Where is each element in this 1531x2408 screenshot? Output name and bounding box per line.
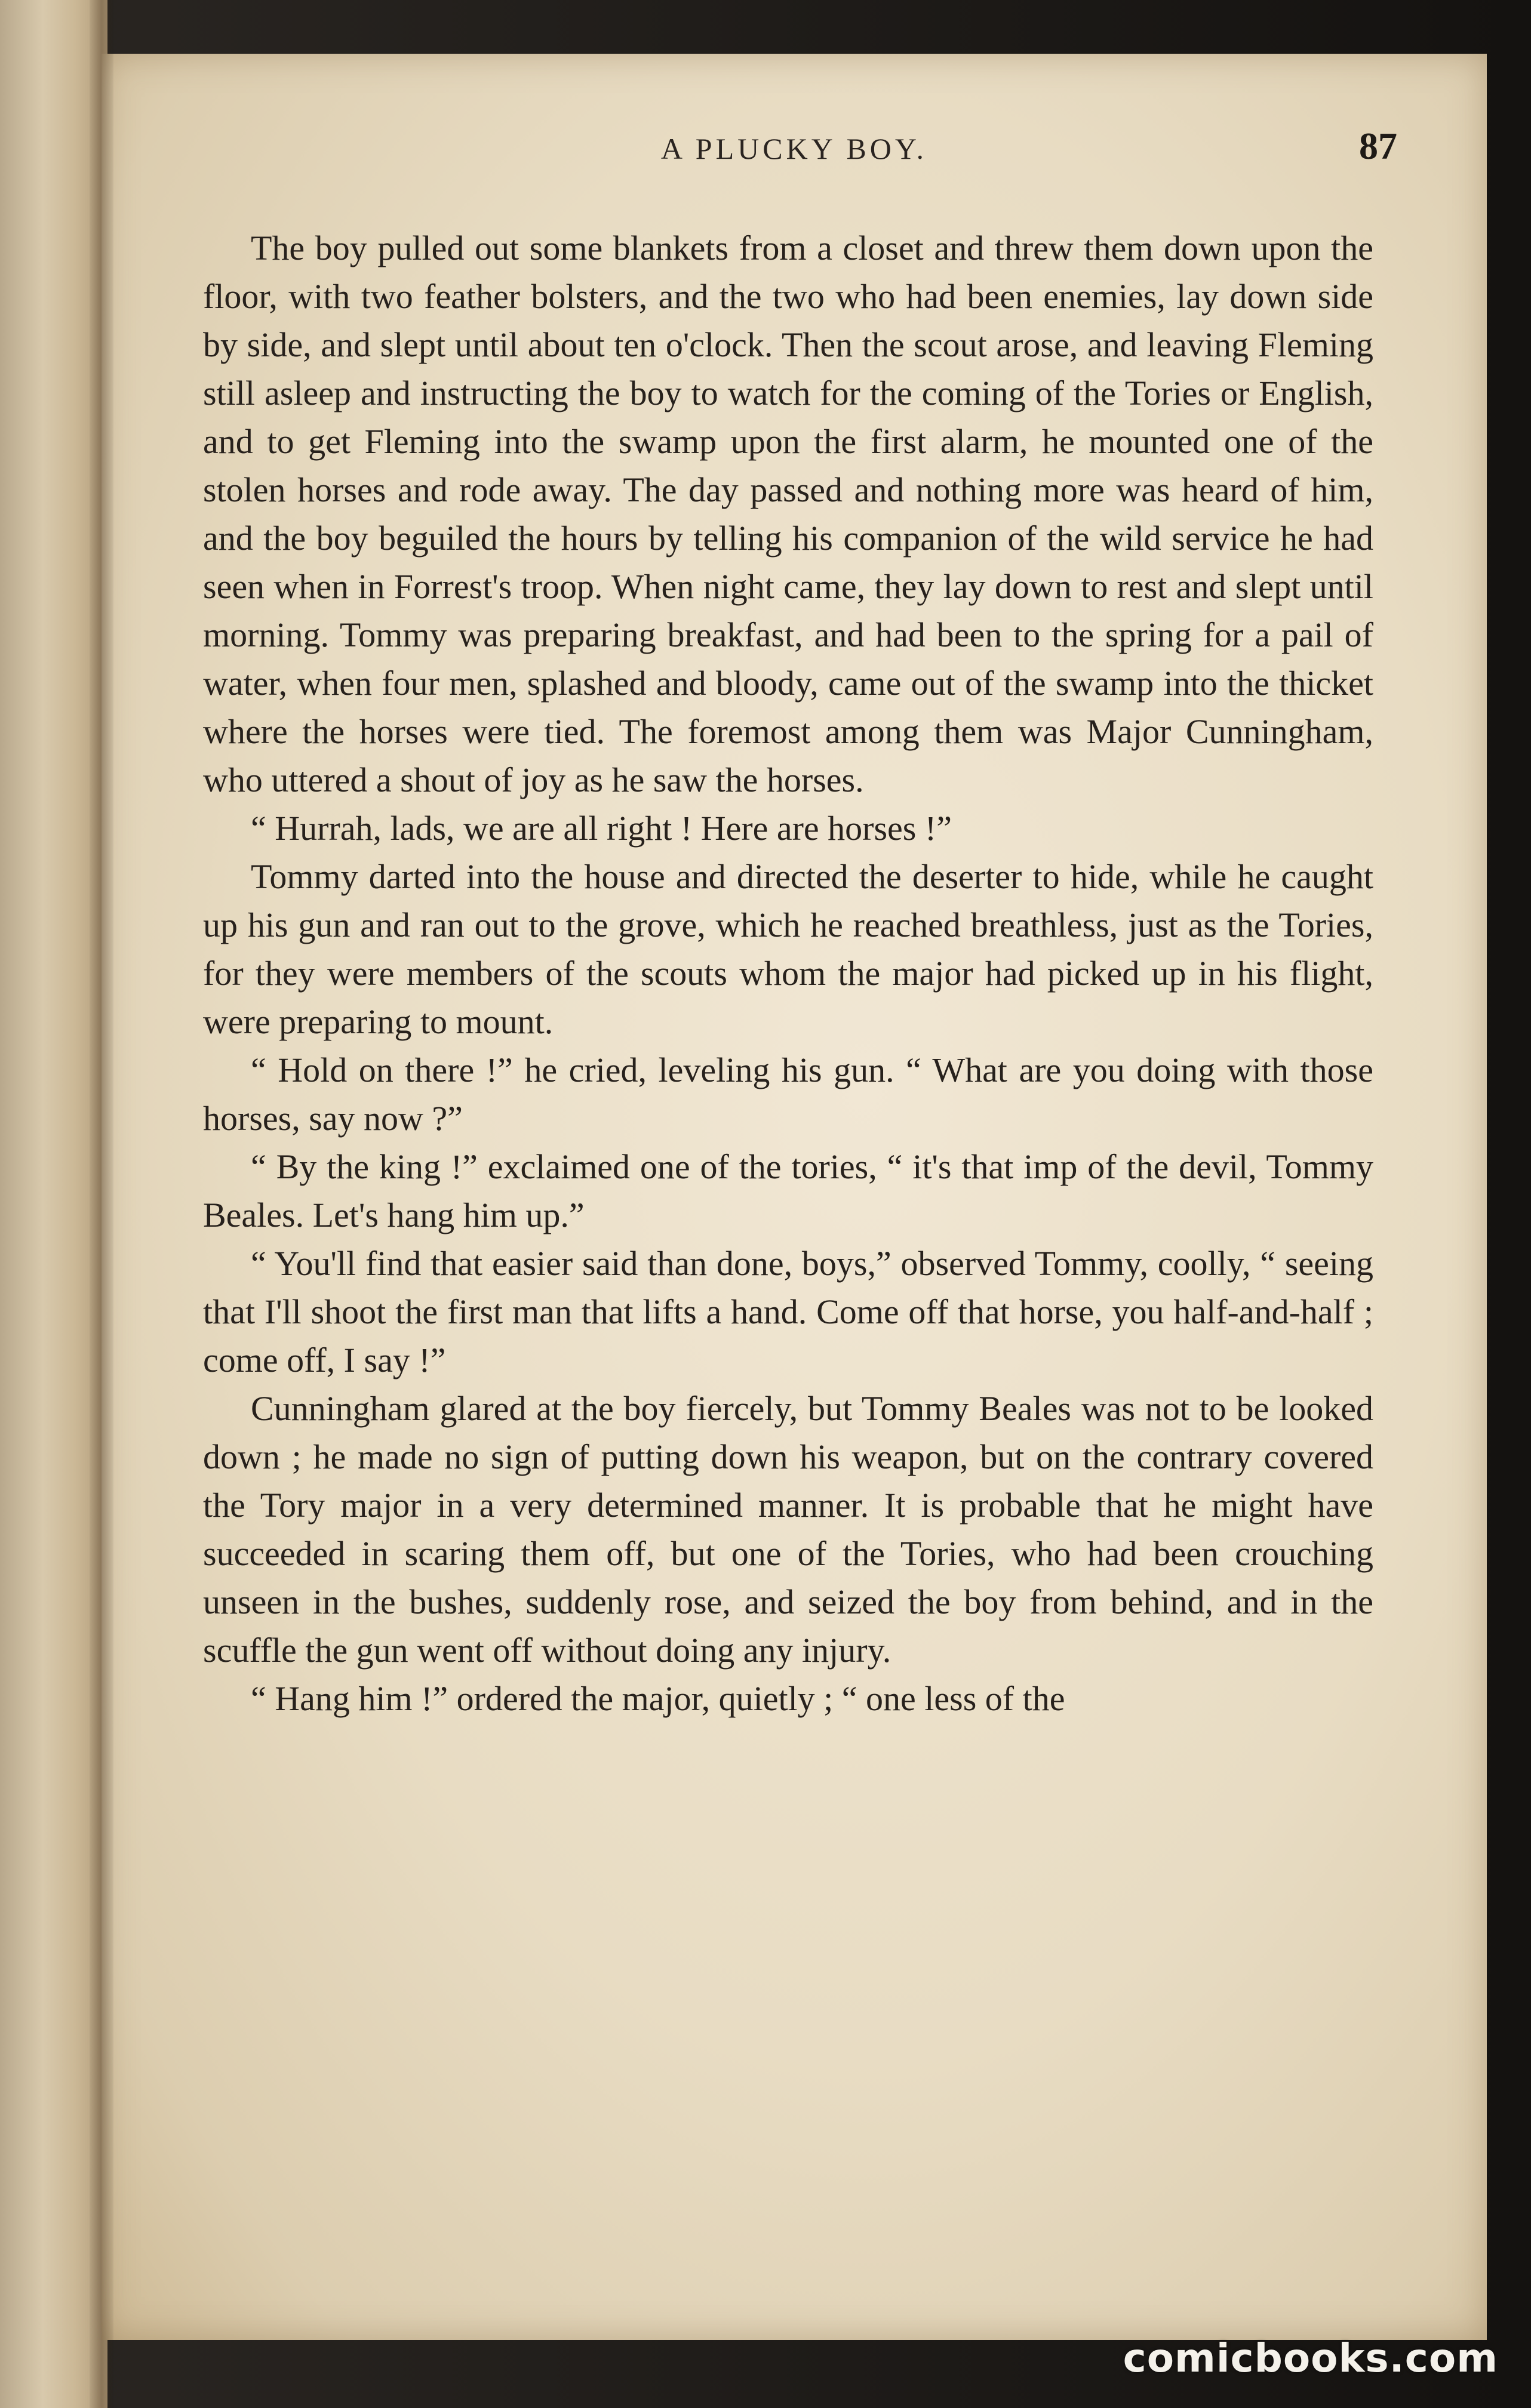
page-number: 87 xyxy=(1359,125,1397,167)
body-text xyxy=(203,224,1373,1723)
paragraph: Tommy darted into the house and directed the deserter to hide, while he caught up his gun and ran out to the grove, which he reached breathless, just as the Tories, for they were members of the scouts whom the major had picked up in his flight, were preparing to mount. xyxy=(203,857,1373,1041)
paragraph: “ By the king !” exclaimed one of the tories, “ it's that imp of the devil, Tommy Beales. Let's hang him up.” xyxy=(203,1147,1373,1234)
running-head: A PLUCKY BOY. xyxy=(660,132,928,165)
book-page xyxy=(102,54,1487,2340)
paragraph: “ Hold on there !” he cried, leveling his gun. “ What are you doing with those horses, say now ?” xyxy=(203,1051,1373,1138)
paragraph: “ Hang him !” ordered the major, quietly ; “ one less of the xyxy=(251,1679,1065,1718)
binding-fold xyxy=(90,0,113,2408)
paragraph: The boy pulled out some blankets from a closet and threw them down upon the floor, with two feather bolsters, and the two who had been enemies, lay down side by side, and slept until about ten o'clock. Then the scout arose, and leaving Fleming still asleep and instructing the boy to watch for the coming of the Tories or English, and to get Fleming into the swamp upon the first alarm, he mounted one of the stolen horses and rode away. The day passed and nothing more was heard of him, and the boy beguiled the hours by telling his companion of the wild service he had seen when in Forrest's troop. When night came, they lay down to rest and slept until morning. Tommy was preparing breakfast, and had been to the spring for a pail of water, when four men, splashed and bloody, came out of the swamp into the thicket where the horses were tied. The foremost among them was Major Cunningham, who uttered a shout of joy as he saw the horses. xyxy=(203,229,1373,799)
paragraph: Cunningham glared at the boy fiercely, but Tommy Beales was not to be looked down ; he made no sign of putting down his weapon, but on the contrary covered the Tory major in a very determined manner. It is probable that he might have succeeded in scaring them off, but one of the Tories, who had been crouching unseen in the bushes, suddenly rose, and seized the boy from behind, and in the scuffle the gun went off without doing any injury. xyxy=(203,1389,1373,1670)
paragraph: “ Hurrah, lads, we are all right ! Here are horses !” xyxy=(251,809,952,848)
watermark: comicbooks.com xyxy=(1123,2335,1498,2381)
paragraph: “ You'll find that easier said than done, boys,” observed Tommy, coolly, “ seeing that I'll shoot the first man that lifts a hand. Come off that horse, you half-and-half ; come off, I say !” xyxy=(203,1244,1373,1379)
